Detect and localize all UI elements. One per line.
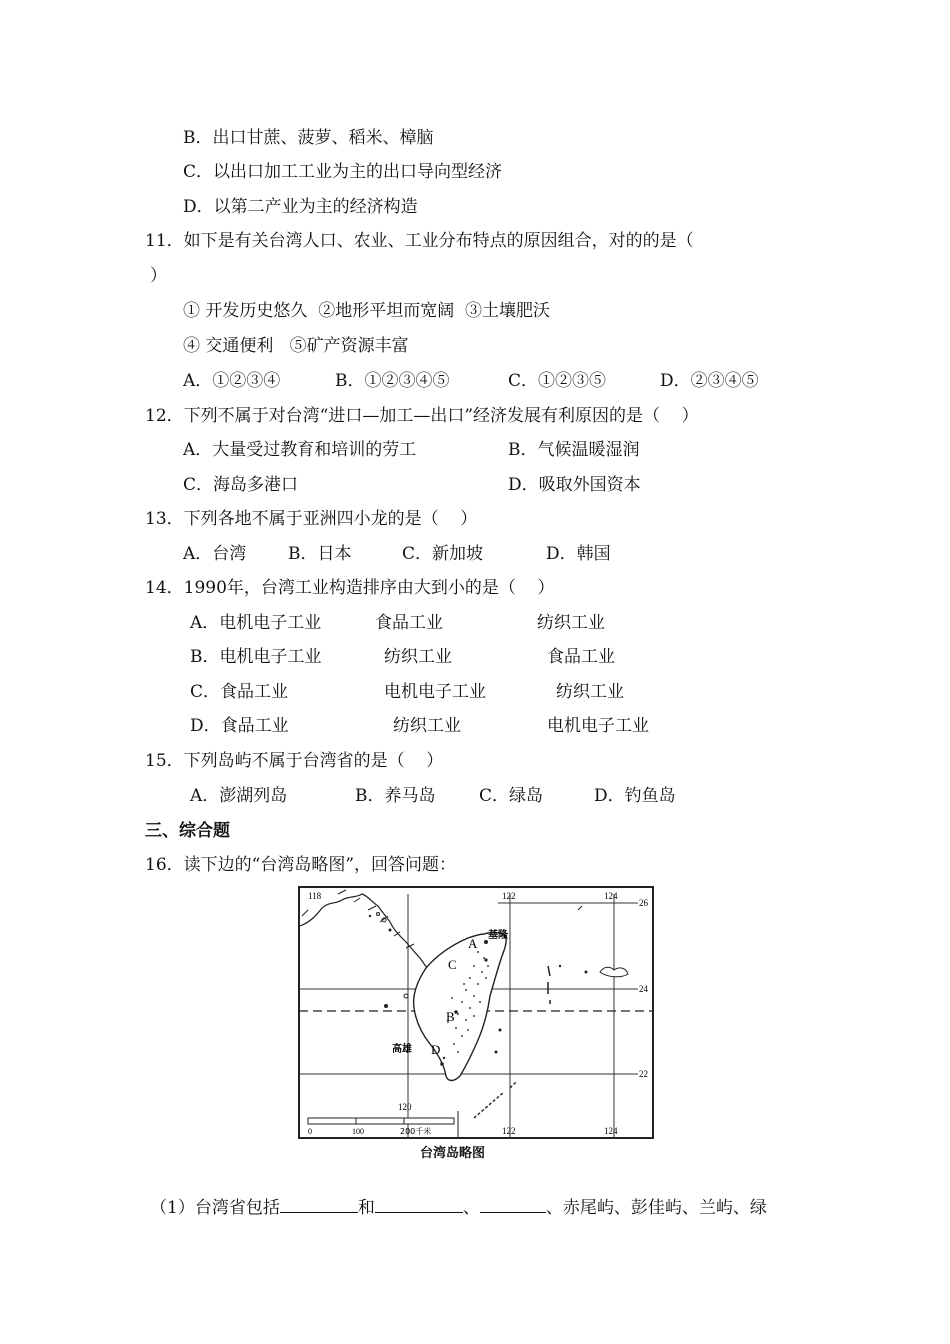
q16-sub1-prefix: （1）台湾省包括: [150, 1198, 280, 1218]
q14-row-c-col2: 电机电子工业: [384, 682, 486, 702]
q16-stem: 16．读下边的“台湾岛略图”，回答问题：: [145, 855, 457, 875]
point-label-c: C: [448, 957, 457, 972]
lon-label-120: 120: [398, 1102, 412, 1112]
q14-stem: 14．1990年，台湾工业构造排序由大到小的是（ ）: [145, 578, 555, 598]
q16-sub1-and: 和: [357, 1198, 375, 1218]
q12-option-c: C．海岛多港口: [183, 475, 299, 495]
city-label-keelung: 基隆: [488, 930, 508, 941]
lon-label-122-top: 122: [502, 891, 516, 901]
q15-option-c: C．绿岛: [479, 786, 544, 806]
q13-option-b: B．日本: [288, 544, 352, 564]
q13-stem: 13．下列各地不属于亚洲四小龙的是（ ）: [145, 509, 478, 529]
q15-stem: 15．下列岛屿不属于台湾省的是（ ）: [145, 751, 444, 771]
q14-row-b-col2: 纺织工业: [384, 647, 452, 667]
lon-label-118: 118: [308, 891, 322, 901]
taiwan-island-map: [298, 886, 654, 1139]
q14-row-c-col1: C．食品工业: [190, 682, 289, 702]
lat-label-22: 22: [639, 1069, 648, 1079]
q11-stem-close: ）: [150, 266, 167, 286]
q14-row-b-col3: 食品工业: [547, 647, 615, 667]
q11-option-a: A．①②③④: [183, 371, 281, 391]
lat-label-26: 26: [639, 898, 648, 908]
q16-sub1-comma: 、: [462, 1198, 480, 1218]
q15-option-d: D．钓鱼岛: [594, 786, 676, 806]
q13-option-c: C．新加坡: [402, 544, 484, 564]
q11-factors-line1: ① 开发历史悠久 ②地形平坦而宽阔 ③土壤肥沃: [183, 301, 551, 321]
q14-row-d-col3: 电机电子工业: [547, 716, 649, 736]
scale-label-100: 100: [352, 1127, 364, 1136]
q14-row-d-col1: D．食品工业: [190, 716, 289, 736]
q13-option-d: D．韩国: [546, 544, 611, 564]
q10-option-b: B．出口甘蔗、菠萝、稻米、樟脑: [183, 128, 434, 148]
q11-option-d: D．②③④⑤: [660, 371, 759, 391]
lon-label-124-top: 124: [604, 891, 618, 901]
q14-row-d-col2: 纺织工业: [393, 716, 461, 736]
q11-option-c: C．①②③⑤: [508, 371, 607, 391]
q10-option-c: C．以出口加工工业为主的出口导向型经济: [183, 162, 503, 182]
point-label-a: A: [468, 936, 478, 951]
point-label-d: D: [431, 1042, 441, 1057]
map-caption: 台湾岛略图: [420, 1146, 486, 1161]
q11-factors-line2: ④ 交通便利 ⑤矿产资源丰富: [183, 336, 409, 356]
q15-option-a: A．澎湖列岛: [190, 786, 288, 806]
lat-label-24: 24: [639, 984, 648, 994]
city-label-kaohsiung: 高雄: [392, 1044, 412, 1055]
q13-option-a: A．台湾: [183, 544, 247, 564]
answer-blank-3[interactable]: [480, 1196, 546, 1213]
q12-option-a: A．大量受过教育和培训的劳工: [183, 440, 417, 460]
answer-blank-2[interactable]: [375, 1196, 463, 1213]
section-heading: 三、综合题: [145, 821, 230, 841]
q14-row-a-col1: A．电机电子工业: [190, 613, 322, 633]
q16-sub1-suffix: 、赤尾屿、彭佳屿、兰屿、绿: [545, 1198, 767, 1218]
q14-row-a-col3: 纺织工业: [537, 613, 605, 633]
lon-label-124-bottom: 124: [604, 1126, 618, 1136]
scale-label-200km: 200千米: [400, 1127, 432, 1136]
q10-option-d: D．以第二产业为主的经济构造: [183, 197, 418, 217]
q12-option-d: D．吸取外国资本: [508, 475, 641, 495]
point-label-b: B: [446, 1009, 455, 1024]
q12-option-b: B．气候温暖湿润: [508, 440, 640, 460]
q11-stem: 11．如下是有关台湾人口、农业、工业分布特点的原因组合，对的的是（: [145, 231, 694, 251]
q14-row-b-col1: B．电机电子工业: [190, 647, 322, 667]
answer-blank-1[interactable]: [280, 1196, 358, 1213]
scale-bar: [308, 1118, 454, 1124]
lon-label-122-bottom: 122: [502, 1126, 516, 1136]
q14-row-c-col3: 纺织工业: [556, 682, 624, 702]
q11-option-b: B．①②③④⑤: [335, 371, 450, 391]
q16-sub1-line: [150, 1196, 767, 1219]
q12-stem: 12．下列不属于对台湾“进口—加工—出口”经济发展有利原因的是（ ）: [145, 406, 699, 426]
q15-option-b: B．养马岛: [355, 786, 436, 806]
q14-row-a-col2: 食品工业: [375, 613, 443, 633]
scale-label-0: 0: [308, 1127, 312, 1136]
